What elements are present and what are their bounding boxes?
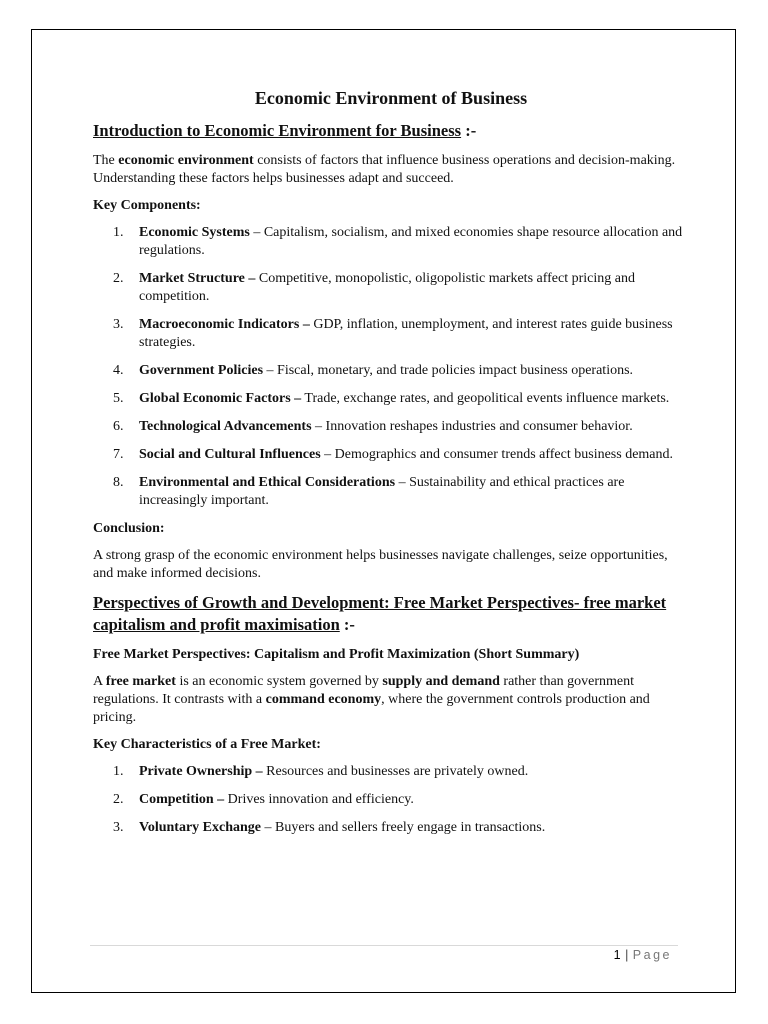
key-components-label: Key Components: (93, 198, 201, 213)
section2-heading-suffix: :- (339, 615, 355, 634)
item-number: 1. (113, 764, 124, 779)
item-number: 5. (113, 391, 124, 406)
item-term: Macroeconomic Indicators – (139, 317, 310, 332)
item-term: Environmental and Ethical Considerations (139, 475, 396, 490)
list-item (93, 474, 683, 510)
key-characteristics-list (93, 763, 683, 837)
item-number: 8. (113, 475, 124, 490)
para-bold: free market (105, 674, 176, 689)
item-number: 1. (113, 225, 124, 240)
page-label: Page (632, 948, 672, 962)
list-item (93, 362, 683, 380)
item-term: Technological Advancements (139, 419, 312, 434)
item-term: Economic Systems (139, 225, 250, 240)
page-number: 1 (613, 948, 622, 962)
section2-heading-text: Perspectives of Growth and Development: Free Market Perspectives- free market capitalism and profit maximisation (93, 593, 667, 634)
conclusion-text: A strong grasp of the economic environment helps businesses navigate challenges, seize opportunities, and make informed decisions. (93, 548, 668, 581)
list-item (93, 270, 683, 306)
item-term: Private Ownership – (139, 764, 263, 779)
intro-post: consists of factors that influence business operations and decision-making. Understanding these factors helps businesses adapt and succeed. (93, 153, 676, 186)
key-characteristics-label: Key Characteristics of a Free Market: (93, 737, 321, 752)
item-number: 3. (113, 820, 124, 835)
list-item (93, 791, 683, 809)
para-text: is an economic system governed by (175, 674, 383, 689)
item-term: Voluntary Exchange (139, 820, 262, 835)
list-item (93, 418, 683, 436)
para-bold: command economy (265, 692, 382, 707)
item-text: Competitive, monopolistic, oligopolistic markets affect pricing and competition. (139, 271, 635, 304)
intro-bold: economic environment (118, 153, 254, 168)
item-text: Drives innovation and efficiency. (224, 792, 414, 807)
item-text: Trade, exchange rates, and geopolitical events influence markets. (301, 391, 670, 406)
item-text: – Fiscal, monetary, and trade policies impact business operations. (263, 363, 634, 378)
list-item (93, 316, 683, 352)
list-item (93, 819, 683, 837)
para-text: , where the government controls production and pricing. (93, 692, 650, 725)
item-term: Market Structure – (139, 271, 256, 286)
section1-heading-text: Introduction to Economic Environment for Business (93, 121, 462, 140)
item-number: 3. (113, 317, 124, 332)
footer-separator: | (621, 948, 633, 962)
section1-intro (93, 152, 683, 188)
item-term: Competition – (139, 792, 225, 807)
item-term: Social and Cultural Influences (139, 447, 321, 462)
item-number: 4. (113, 363, 124, 378)
document-title: Economic Environment of Business (254, 88, 528, 108)
list-item (93, 763, 683, 781)
document-body (93, 86, 683, 847)
page-footer (614, 948, 672, 962)
item-text: Resources and businesses are privately owned. (262, 764, 529, 779)
para-text: A (93, 674, 106, 689)
free-market-paragraph (93, 673, 683, 727)
key-components-list (93, 224, 683, 510)
item-number: 2. (113, 271, 124, 286)
conclusion-label: Conclusion: (93, 521, 165, 536)
item-number: 2. (113, 792, 124, 807)
list-item (93, 446, 683, 464)
item-number: 7. (113, 447, 124, 462)
item-number: 6. (113, 419, 124, 434)
para-text: rather than government regulations. It contrasts with a (93, 674, 635, 707)
list-item (93, 224, 683, 260)
item-text: – Buyers and sellers freely engage in transactions. (261, 820, 546, 835)
section2-subheading: Free Market Perspectives: Capitalism and Profit Maximization (Short Summary) (93, 647, 580, 662)
item-text: – Sustainability and ethical practices are increasingly important. (139, 475, 625, 508)
item-text: – Capitalism, socialism, and mixed economies shape resource allocation and regulations. (139, 225, 683, 258)
item-text: – Innovation reshapes industries and consumer behavior. (311, 419, 633, 434)
section1-heading-suffix: :- (461, 121, 477, 140)
list-item (93, 390, 683, 408)
footer-divider (90, 945, 678, 946)
para-bold: supply and demand (382, 674, 500, 689)
section2-heading (93, 592, 683, 636)
item-text: GDP, inflation, unemployment, and interest rates guide business strategies. (139, 317, 673, 350)
item-term: Global Economic Factors – (139, 391, 302, 406)
item-text: – Demographics and consumer trends affect business demand. (320, 447, 674, 462)
intro-pre: The (93, 153, 119, 168)
item-term: Government Policies (139, 363, 264, 378)
section1-heading (93, 120, 683, 142)
